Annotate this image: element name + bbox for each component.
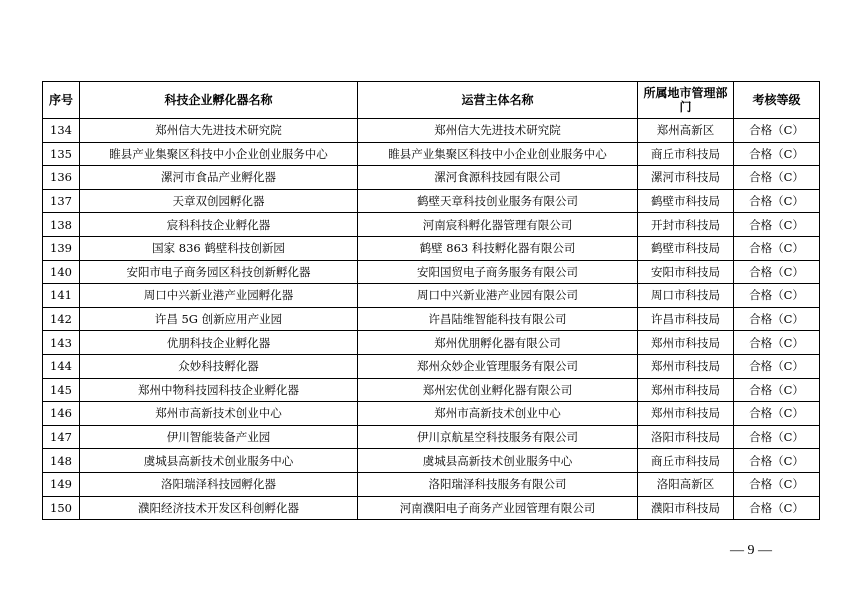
cell-incubator-name: 睢县产业集聚区科技中小企业创业服务中心 xyxy=(80,142,358,166)
table-row xyxy=(43,213,820,237)
cell-managing-department: 许昌市科技局 xyxy=(638,307,734,331)
cell-incubator-name: 周口中兴新业港产业园孵化器 xyxy=(80,284,358,308)
header-index: 序号 xyxy=(43,82,80,119)
table-header-row xyxy=(43,82,820,119)
table-body xyxy=(43,119,820,520)
table-row xyxy=(43,307,820,331)
cell-index: 150 xyxy=(43,496,80,520)
table-row xyxy=(43,472,820,496)
cell-managing-department: 郑州高新区 xyxy=(638,119,734,143)
cell-incubator-name: 众妙科技孵化器 xyxy=(80,354,358,378)
cell-managing-department: 郑州市科技局 xyxy=(638,354,734,378)
cell-operator-name: 河南宸科孵化器管理有限公司 xyxy=(358,213,638,237)
cell-index: 136 xyxy=(43,166,80,190)
cell-assessment-grade: 合格（C） xyxy=(734,425,820,449)
table-row xyxy=(43,402,820,426)
cell-index: 142 xyxy=(43,307,80,331)
cell-operator-name: 郑州市高新技术创业中心 xyxy=(358,402,638,426)
cell-managing-department: 商丘市科技局 xyxy=(638,449,734,473)
cell-index: 134 xyxy=(43,119,80,143)
table-row xyxy=(43,236,820,260)
cell-incubator-name: 洛阳瑞泽科技园孵化器 xyxy=(80,472,358,496)
cell-operator-name: 郑州优朋孵化器有限公司 xyxy=(358,331,638,355)
table-row xyxy=(43,119,820,143)
cell-managing-department: 郑州市科技局 xyxy=(638,402,734,426)
table-row xyxy=(43,166,820,190)
cell-incubator-name: 国家 836 鹤壁科技创新园 xyxy=(80,236,358,260)
cell-index: 144 xyxy=(43,354,80,378)
cell-operator-name: 周口中兴新业港产业园有限公司 xyxy=(358,284,638,308)
cell-managing-department: 安阳市科技局 xyxy=(638,260,734,284)
cell-operator-name: 安阳国贸电子商务服务有限公司 xyxy=(358,260,638,284)
cell-index: 146 xyxy=(43,402,80,426)
cell-operator-name: 鹤壁 863 科技孵化器有限公司 xyxy=(358,236,638,260)
cell-operator-name: 伊川京航星空科技服务有限公司 xyxy=(358,425,638,449)
cell-incubator-name: 虞城县高新技术创业服务中心 xyxy=(80,449,358,473)
cell-managing-department: 鹤壁市科技局 xyxy=(638,236,734,260)
table-row xyxy=(43,425,820,449)
table-row xyxy=(43,496,820,520)
cell-assessment-grade: 合格（C） xyxy=(734,236,820,260)
table-row xyxy=(43,331,820,355)
cell-incubator-name: 天章双创园孵化器 xyxy=(80,189,358,213)
cell-index: 149 xyxy=(43,472,80,496)
cell-index: 137 xyxy=(43,189,80,213)
header-managing-department: 所属地市管理部门 xyxy=(638,82,734,119)
cell-assessment-grade: 合格（C） xyxy=(734,142,820,166)
cell-index: 145 xyxy=(43,378,80,402)
cell-assessment-grade: 合格（C） xyxy=(734,449,820,473)
table-row xyxy=(43,378,820,402)
cell-operator-name: 许昌陆维智能科技有限公司 xyxy=(358,307,638,331)
cell-managing-department: 商丘市科技局 xyxy=(638,142,734,166)
table-row xyxy=(43,354,820,378)
cell-index: 141 xyxy=(43,284,80,308)
table-row xyxy=(43,260,820,284)
cell-operator-name: 睢县产业集聚区科技中小企业创业服务中心 xyxy=(358,142,638,166)
cell-assessment-grade: 合格（C） xyxy=(734,119,820,143)
cell-incubator-name: 许昌 5G 创新应用产业园 xyxy=(80,307,358,331)
cell-assessment-grade: 合格（C） xyxy=(734,260,820,284)
cell-incubator-name: 濮阳经济技术开发区科创孵化器 xyxy=(80,496,358,520)
header-operator-name: 运营主体名称 xyxy=(358,82,638,119)
cell-operator-name: 河南濮阳电子商务产业园管理有限公司 xyxy=(358,496,638,520)
cell-assessment-grade: 合格（C） xyxy=(734,331,820,355)
cell-incubator-name: 宸科科技企业孵化器 xyxy=(80,213,358,237)
table-row xyxy=(43,284,820,308)
table-row xyxy=(43,189,820,213)
cell-managing-department: 洛阳高新区 xyxy=(638,472,734,496)
cell-managing-department: 郑州市科技局 xyxy=(638,331,734,355)
cell-incubator-name: 安阳市电子商务园区科技创新孵化器 xyxy=(80,260,358,284)
table-row xyxy=(43,142,820,166)
cell-index: 139 xyxy=(43,236,80,260)
cell-managing-department: 漯河市科技局 xyxy=(638,166,734,190)
cell-operator-name: 虞城县高新技术创业服务中心 xyxy=(358,449,638,473)
cell-assessment-grade: 合格（C） xyxy=(734,378,820,402)
cell-managing-department: 周口市科技局 xyxy=(638,284,734,308)
cell-operator-name: 鹤壁天章科技创业服务有限公司 xyxy=(358,189,638,213)
cell-index: 140 xyxy=(43,260,80,284)
cell-assessment-grade: 合格（C） xyxy=(734,472,820,496)
header-assessment-grade: 考核等级 xyxy=(734,82,820,119)
cell-operator-name: 郑州众妙企业管理服务有限公司 xyxy=(358,354,638,378)
cell-incubator-name: 漯河市食品产业孵化器 xyxy=(80,166,358,190)
cell-assessment-grade: 合格（C） xyxy=(734,354,820,378)
cell-incubator-name: 优朋科技企业孵化器 xyxy=(80,331,358,355)
cell-managing-department: 郑州市科技局 xyxy=(638,378,734,402)
cell-managing-department: 开封市科技局 xyxy=(638,213,734,237)
cell-managing-department: 濮阳市科技局 xyxy=(638,496,734,520)
cell-assessment-grade: 合格（C） xyxy=(734,189,820,213)
cell-assessment-grade: 合格（C） xyxy=(734,496,820,520)
cell-assessment-grade: 合格（C） xyxy=(734,307,820,331)
cell-assessment-grade: 合格（C） xyxy=(734,402,820,426)
cell-index: 135 xyxy=(43,142,80,166)
cell-index: 148 xyxy=(43,449,80,473)
cell-managing-department: 鹤壁市科技局 xyxy=(638,189,734,213)
cell-incubator-name: 郑州信大先进技术研究院 xyxy=(80,119,358,143)
cell-incubator-name: 郑州中物科技园科技企业孵化器 xyxy=(80,378,358,402)
cell-index: 138 xyxy=(43,213,80,237)
cell-index: 143 xyxy=(43,331,80,355)
cell-managing-department: 洛阳市科技局 xyxy=(638,425,734,449)
cell-operator-name: 漯河食源科技园有限公司 xyxy=(358,166,638,190)
cell-incubator-name: 郑州市高新技术创业中心 xyxy=(80,402,358,426)
header-incubator-name: 科技企业孵化器名称 xyxy=(80,82,358,119)
cell-operator-name: 郑州信大先进技术研究院 xyxy=(358,119,638,143)
page-number: — 9 — xyxy=(730,543,772,558)
cell-incubator-name: 伊川智能装备产业园 xyxy=(80,425,358,449)
incubator-assessment-table xyxy=(42,81,820,520)
table-row xyxy=(43,449,820,473)
cell-operator-name: 洛阳瑞泽科技服务有限公司 xyxy=(358,472,638,496)
cell-index: 147 xyxy=(43,425,80,449)
cell-assessment-grade: 合格（C） xyxy=(734,166,820,190)
cell-assessment-grade: 合格（C） xyxy=(734,284,820,308)
cell-assessment-grade: 合格（C） xyxy=(734,213,820,237)
cell-operator-name: 郑州宏优创业孵化器有限公司 xyxy=(358,378,638,402)
